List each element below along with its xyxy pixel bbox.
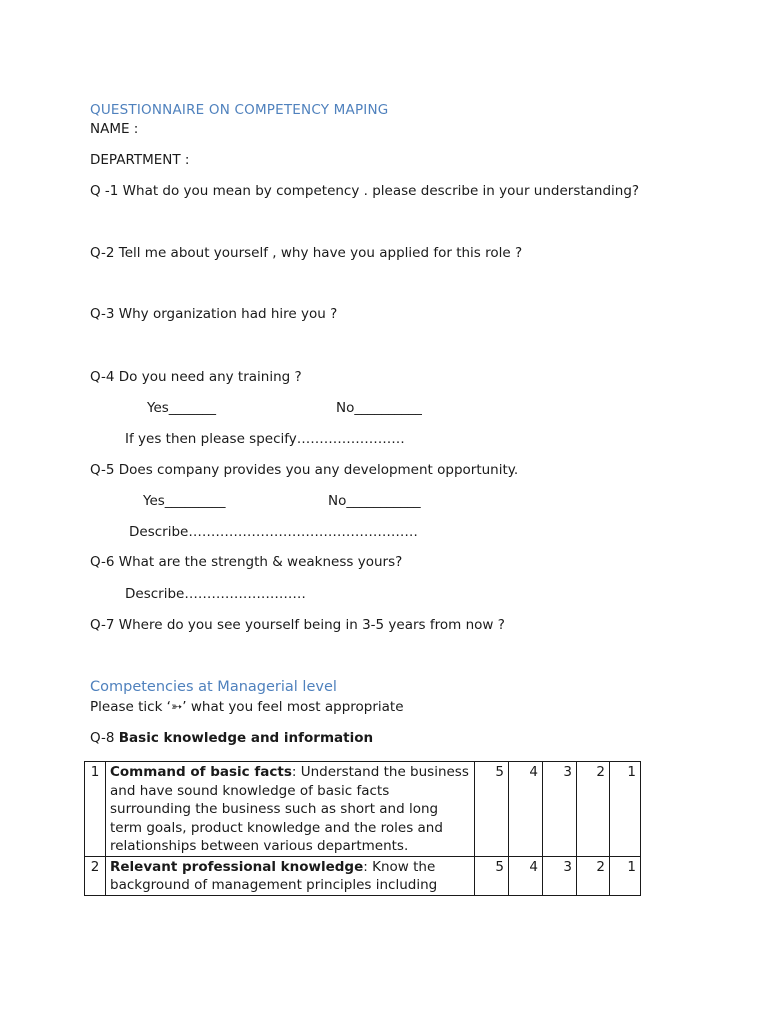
rating-1-cell[interactable]: 1 bbox=[610, 762, 641, 857]
question-5: Q-5 Does company provides you any development opportunity. bbox=[90, 462, 519, 478]
competency-cell bbox=[106, 856, 475, 895]
question-7: Q-7 Where do you see yourself being in 3-5 years from now ? bbox=[90, 617, 505, 633]
rating-4-cell[interactable]: 4 bbox=[509, 856, 543, 895]
row-number: 1 bbox=[85, 762, 106, 857]
section-instruction: Please tick ‘➳’ what you feel most appropriate bbox=[90, 699, 404, 715]
question-1: Q -1 What do you mean by competency . please describe in your understanding? bbox=[90, 183, 640, 199]
q5-no-blank: No___________ bbox=[328, 493, 421, 509]
rating-2-cell[interactable]: 2 bbox=[577, 762, 610, 857]
competency-term: Relevant professional knowledge bbox=[110, 858, 364, 875]
competency-term: Command of basic facts bbox=[110, 764, 292, 780]
question-2: Q-2 Tell me about yourself , why have you applied for this role ? bbox=[90, 245, 523, 261]
q4-yes-blank: Yes_______ bbox=[147, 400, 217, 416]
row-number: 2 bbox=[85, 856, 106, 895]
rating-3-cell[interactable]: 3 bbox=[543, 856, 577, 895]
rating-1-cell[interactable]: 1 bbox=[610, 856, 641, 895]
rating-2-cell[interactable]: 2 bbox=[577, 856, 610, 895]
rating-5-cell[interactable]: 5 bbox=[475, 856, 509, 895]
table-row bbox=[85, 762, 641, 857]
question-4: Q-4 Do you need any training ? bbox=[90, 369, 302, 385]
q4-no-blank: No__________ bbox=[336, 400, 422, 416]
competency-description: : Understand the business and have sound knowledge of basic facts surrounding the business such as short and long term goals, product knowledge and the roles and relationships between various departments. bbox=[110, 764, 469, 854]
q4-specify-line: If yes then please specify…………………… bbox=[125, 431, 405, 447]
competency-description: : Know the background of management principles including bbox=[110, 858, 438, 893]
rating-4-cell[interactable]: 4 bbox=[509, 762, 543, 857]
q6-describe-line: Describe……………………… bbox=[125, 586, 306, 602]
section-heading: Competencies at Managerial level bbox=[90, 679, 337, 695]
q5-yes-blank: Yes_________ bbox=[143, 493, 226, 509]
department-label: DEPARTMENT : bbox=[90, 152, 190, 168]
rating-3-cell[interactable]: 3 bbox=[543, 762, 577, 857]
question-8 bbox=[90, 729, 373, 747]
document-title: QUESTIONNAIRE ON COMPETENCY MAPING bbox=[90, 102, 389, 118]
rating-table bbox=[84, 761, 641, 896]
question-3: Q-3 Why organization had hire you ? bbox=[90, 306, 338, 322]
rating-5-cell[interactable]: 5 bbox=[475, 762, 509, 857]
name-label: NAME : bbox=[90, 121, 139, 137]
question-6: Q-6 What are the strength & weakness yours? bbox=[90, 554, 403, 570]
q5-describe-line: Describe…………………………………………… bbox=[129, 524, 418, 540]
q8-label: Q-8 bbox=[90, 730, 119, 746]
table-row bbox=[85, 856, 641, 895]
competency-cell bbox=[106, 762, 475, 857]
q8-title: Basic knowledge and information bbox=[118, 730, 374, 746]
